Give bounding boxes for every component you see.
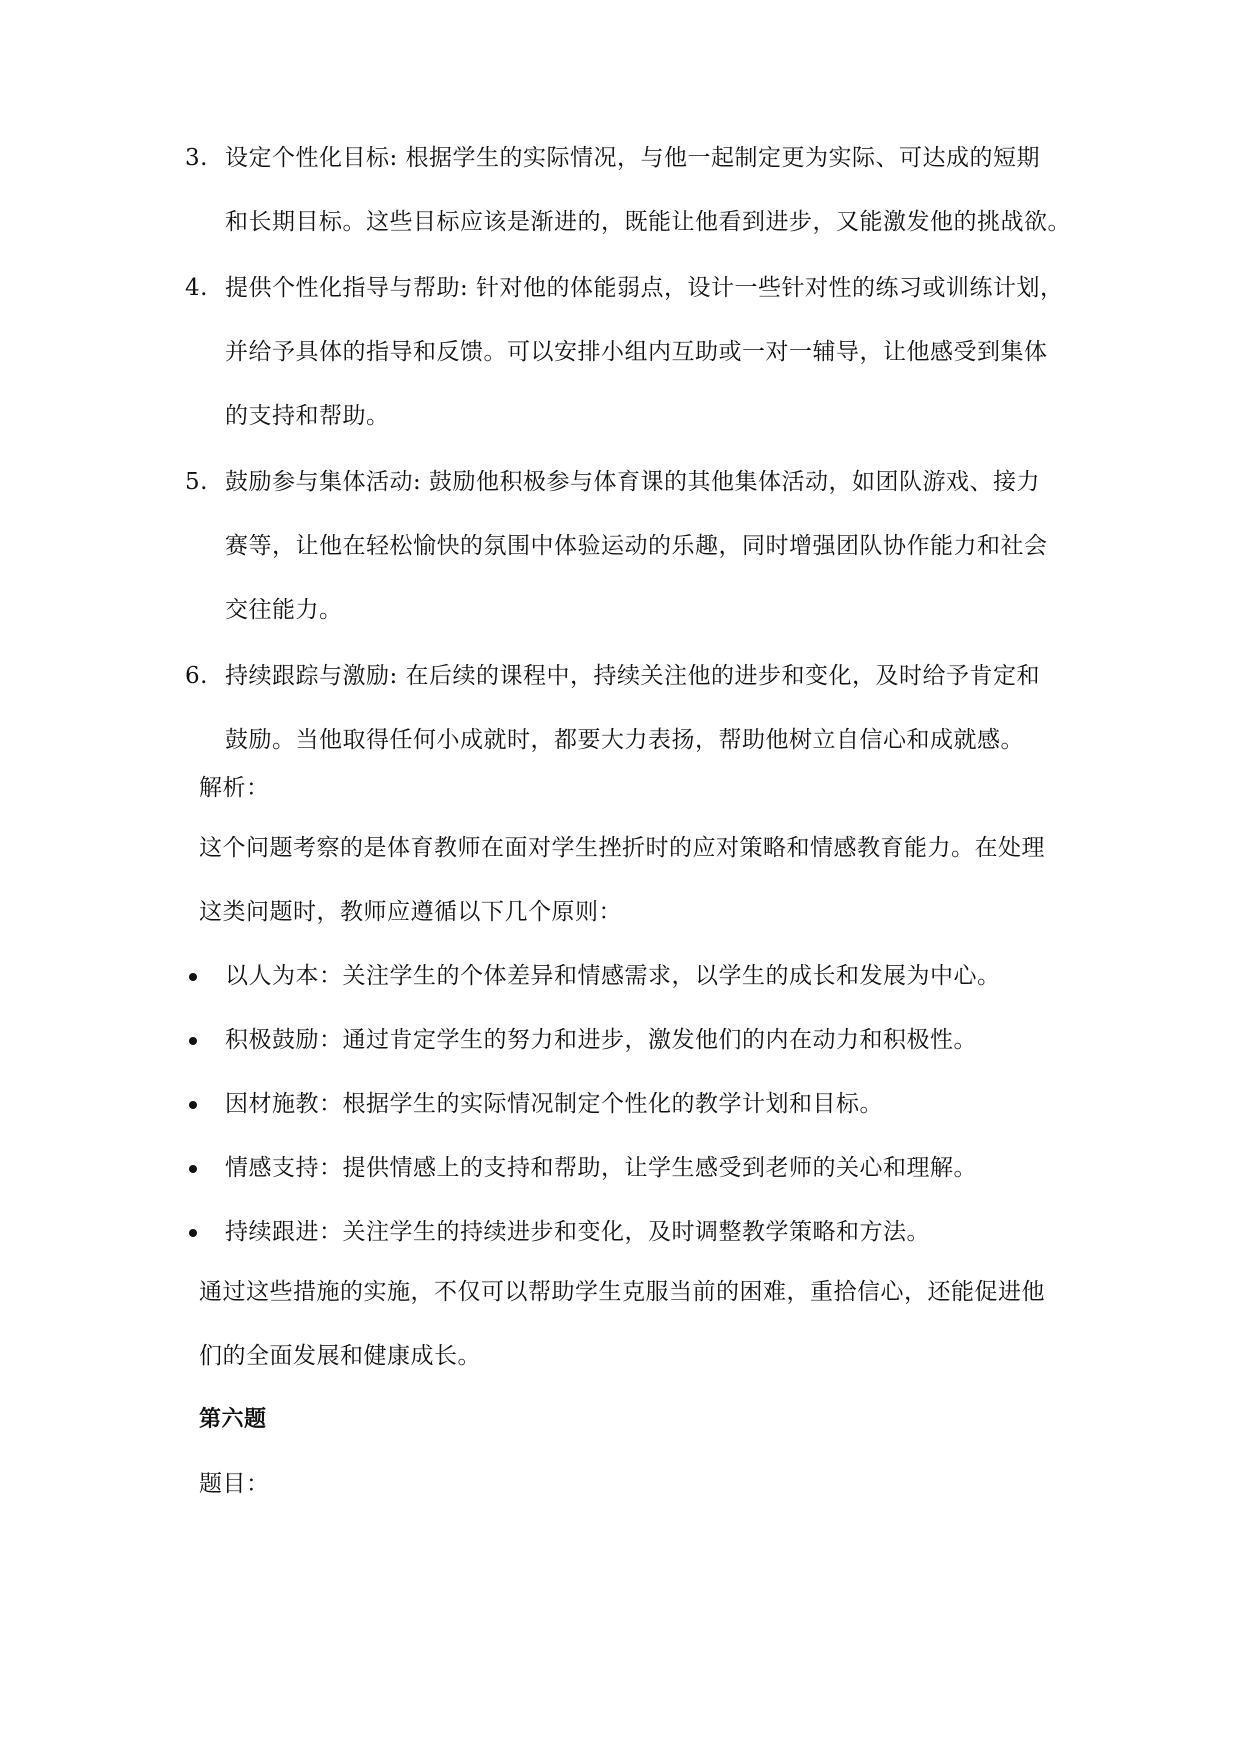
item-line: 和长期目标。这些目标应该是渐进的，既能让他看到进步，又能激发他的挑战欲。 [225, 209, 1071, 235]
item-line: 并给予具体的指导和反馈。可以安排小组内互助或一对一辅导，让他感受到集体 [225, 339, 1048, 365]
bullet-icon [189, 1037, 197, 1045]
principle-text: 积极鼓励：通过肯定学生的努力和进步，激发他们的内在动力和积极性。 [225, 1027, 977, 1053]
question-section [199, 1468, 1085, 1500]
analysis-intro-line: 这个问题考察的是体育教师在面对学生挫折时的应对策略和情感教育能力。在处理 [199, 835, 1045, 861]
principle-text: 以人为本：关注学生的个体差异和情感需求，以学生的成长和发展为中心。 [225, 963, 1001, 989]
conclusion-line: 们的全面发展和健康成长。 [199, 1343, 481, 1369]
list-item [185, 960, 1085, 992]
principle-text: 情感支持：提供情感上的支持和帮助，让学生感受到老师的关心和理解。 [225, 1155, 977, 1181]
item-number: 4. [185, 275, 208, 301]
item-line: 的支持和帮助。 [225, 403, 390, 429]
item-line: 提供个性化指导与帮助: 针对他的体能弱点，设计一些针对性的练习或训练计划， [225, 275, 1064, 301]
list-item [185, 1024, 1085, 1056]
item-number: 6. [185, 663, 208, 689]
list-item [185, 1152, 1085, 1184]
numbered-item-5 [185, 466, 1085, 626]
analysis-section [199, 772, 1085, 928]
section-heading: 第六题 [199, 1407, 267, 1432]
analysis-intro-line: 这类问题时，教师应遵循以下几个原则： [199, 899, 622, 925]
conclusion-line: 通过这些措施的实施，不仅可以帮助学生克服当前的困难，重拾信心，还能促进他 [199, 1279, 1045, 1305]
item-number: 3. [185, 145, 208, 171]
principles-list [185, 960, 1085, 1248]
item-line: 交往能力。 [225, 597, 343, 623]
list-item [185, 1216, 1085, 1248]
item-line: 设定个性化目标: 根据学生的实际情况，与他一起制定更为实际、可达成的短期 [225, 145, 1041, 171]
item-line: 赛等，让他在轻松愉快的氛围中体验运动的乐趣，同时增强团队协作能力和社会 [225, 533, 1048, 559]
numbered-item-3 [185, 142, 1085, 238]
principle-text: 因材施教：根据学生的实际情况制定个性化的教学计划和目标。 [225, 1091, 883, 1117]
principle-text: 持续跟进：关注学生的持续进步和变化，及时调整教学策略和方法。 [225, 1219, 930, 1245]
document-body [185, 142, 1085, 1532]
bullet-icon [189, 1101, 197, 1109]
numbered-item-4 [185, 272, 1085, 432]
item-number: 5. [185, 469, 208, 495]
item-line: 鼓励。当他取得任何小成就时，都要大力表扬，帮助他树立自信心和成就感。 [225, 727, 1024, 753]
item-line: 持续跟踪与激励: 在后续的课程中，持续关注他的进步和变化，及时给予肯定和 [225, 663, 1041, 689]
numbered-item-6 [185, 660, 1085, 756]
conclusion-paragraph [199, 1276, 1085, 1372]
bullet-icon [189, 1165, 197, 1173]
analysis-label: 解析： [199, 775, 270, 801]
item-line: 鼓励参与集体活动: 鼓励他积极参与体育课的其他集体活动，如团队游戏、接力 [225, 469, 1041, 495]
bullet-icon [189, 973, 197, 981]
question-label: 题目： [199, 1471, 270, 1497]
list-item [185, 1088, 1085, 1120]
bullet-icon [189, 1229, 197, 1237]
